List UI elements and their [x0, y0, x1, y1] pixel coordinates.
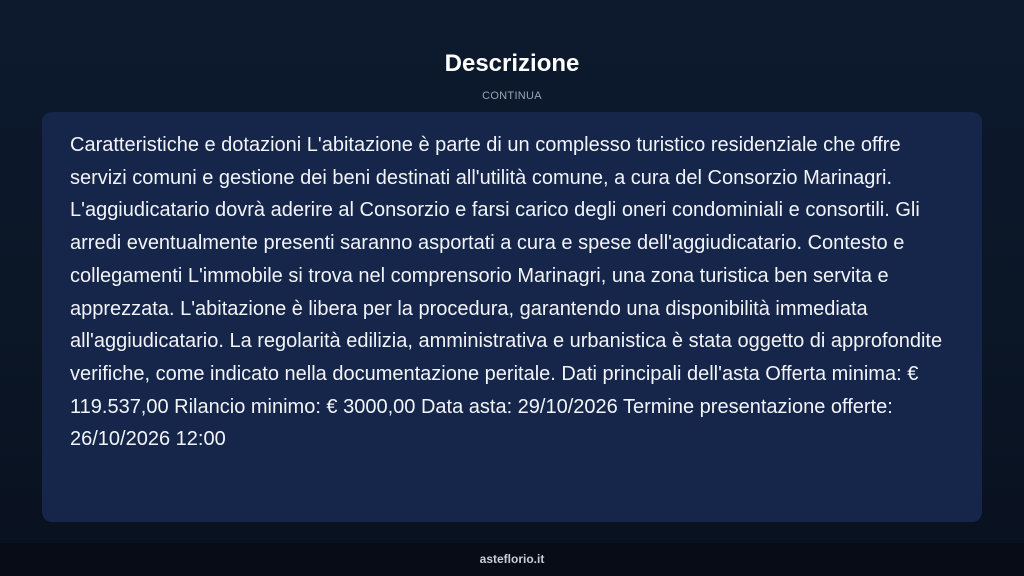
- footer-bar: [0, 543, 1024, 576]
- footer-site-name: asteflorio.it: [479, 552, 545, 566]
- continue-link[interactable]: CONTINUA: [482, 90, 542, 102]
- page-title: Descrizione: [444, 50, 580, 77]
- description-text: Caratteristiche e dotazioni L'abitazione è parte di un complesso turistico residenziale che offre servizi comuni e gestione dei beni destinati all'utilità comune, a cura del Consorzio Marinagri. L'aggiudicatario dovrà aderire al Consorzio e farsi carico degli oneri condominiali e consortili. Gli arredi eventualmente presenti saranno asportati a cura e spese dell'aggiudicatario. Contesto e collegamenti L'immobile si trova nel comprensorio Marinagri, una zona turistica ben servita e apprezzata. L'abitazione è libera per la procedura, garantendo una disponibilità immediata all'aggiudicatario. La regolarità edilizia, amministrativa e urbanistica è stata oggetto di approfondite verifiche, come indicato nella documentazione peritale. Dati principali dell'asta Offerta minima: € 119.537,00 Rilancio minimo: € 3000,00 Data asta: 29/10/2026 Termine presentazione offerte: 26/10/2026 12:00: [70, 134, 943, 451]
- description-card: [42, 112, 982, 522]
